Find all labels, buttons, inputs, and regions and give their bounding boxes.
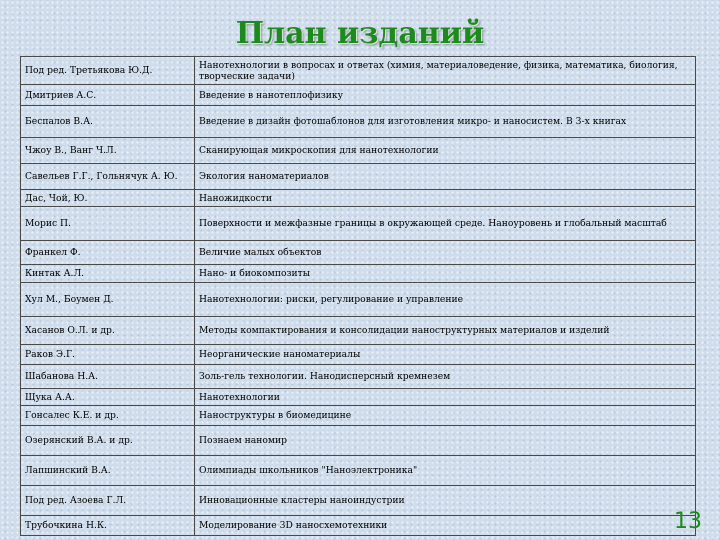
author-cell: Чжоу В., Ванг Ч.Л. <box>21 138 195 164</box>
table-row <box>21 406 696 426</box>
table-row <box>21 283 696 317</box>
author-cell: Хул М., Боумен Д. <box>21 283 195 317</box>
table-row <box>21 389 696 406</box>
table-row <box>21 164 696 190</box>
table-row <box>21 57 696 85</box>
author-cell: Под ред. Третьякова Ю.Д. <box>21 57 195 85</box>
author-cell: Щука А.А. <box>21 389 195 406</box>
table-row <box>21 106 696 138</box>
author-cell: Дас, Чой, Ю. <box>21 190 195 207</box>
title-cell: Сканирующая микроскопия для нанотехнологии <box>195 138 696 164</box>
table-row <box>21 426 696 456</box>
title-cell: Наножидкости <box>195 190 696 207</box>
table-row <box>21 486 696 516</box>
title-cell: Нанотехнологии <box>195 389 696 406</box>
author-cell: Савельев Г.Г., Гольнячук А. Ю. <box>21 164 195 190</box>
page-number: 13 <box>674 509 702 534</box>
title-cell: Моделирование 3D наносхемотехники <box>195 516 696 536</box>
table-row <box>21 317 696 345</box>
table-row <box>21 365 696 389</box>
author-cell: Хасанов О.Л. и др. <box>21 317 195 345</box>
author-cell: Беспалов В.А. <box>21 106 195 138</box>
title-cell: Олимпиады школьников "Наноэлектроника" <box>195 456 696 486</box>
title-cell: Золь-гель технологии. Нанодисперсный кремнезем <box>195 365 696 389</box>
author-cell: Дмитриев А.С. <box>21 85 195 106</box>
author-cell: Франкел Ф. <box>21 241 195 265</box>
title-cell: Нанотехнологии: риски, регулирование и управление <box>195 283 696 317</box>
author-cell: Раков Э.Г. <box>21 345 195 365</box>
slide-title: План изданий <box>235 16 485 51</box>
title-cell: Поверхности и межфазные границы в окружающей среде. Наноуровень и глобальный масштаб <box>195 207 696 241</box>
author-cell: Гонсалес К.Е. и др. <box>21 406 195 426</box>
author-cell: Озерянский В.А. и др. <box>21 426 195 456</box>
table-row <box>21 456 696 486</box>
title-cell: Введение в нанотеплофизику <box>195 85 696 106</box>
table-row <box>21 138 696 164</box>
title-cell: Познаем наномир <box>195 426 696 456</box>
title-cell: Наноструктуры в биомедицине <box>195 406 696 426</box>
title-cell: Экология наноматериалов <box>195 164 696 190</box>
table-row <box>21 345 696 365</box>
author-cell: Под ред. Азоева Г.Л. <box>21 486 195 516</box>
title-cell: Введение в дизайн фотошаблонов для изготовления микро- и наносистем. В 3-х книгах <box>195 106 696 138</box>
author-cell: Лапшинский В.А. <box>21 456 195 486</box>
title-cell: Величие малых объектов <box>195 241 696 265</box>
title-cell: Нано- и биокомпозиты <box>195 265 696 283</box>
table-row <box>21 207 696 241</box>
author-cell: Шабанова Н.А. <box>21 365 195 389</box>
title-cell: Методы компактирования и консолидации наноструктурных материалов и изделий <box>195 317 696 345</box>
author-cell: Трубочкина Н.К. <box>21 516 195 536</box>
title-cell: Нанотехнологии в вопросах и ответах (химия, материаловедение, физика, математика, биология, творческие задачи) <box>195 57 696 85</box>
table-row <box>21 241 696 265</box>
author-cell: Морис П. <box>21 207 195 241</box>
table-row <box>21 516 696 536</box>
publications-table <box>20 56 696 536</box>
table-row <box>21 190 696 207</box>
table-row <box>21 265 696 283</box>
author-cell: Кинтак А.Л. <box>21 265 195 283</box>
title-cell: Неорганические наноматериалы <box>195 345 696 365</box>
title-cell: Инновационные кластеры наноиндустрии <box>195 486 696 516</box>
table-row <box>21 85 696 106</box>
